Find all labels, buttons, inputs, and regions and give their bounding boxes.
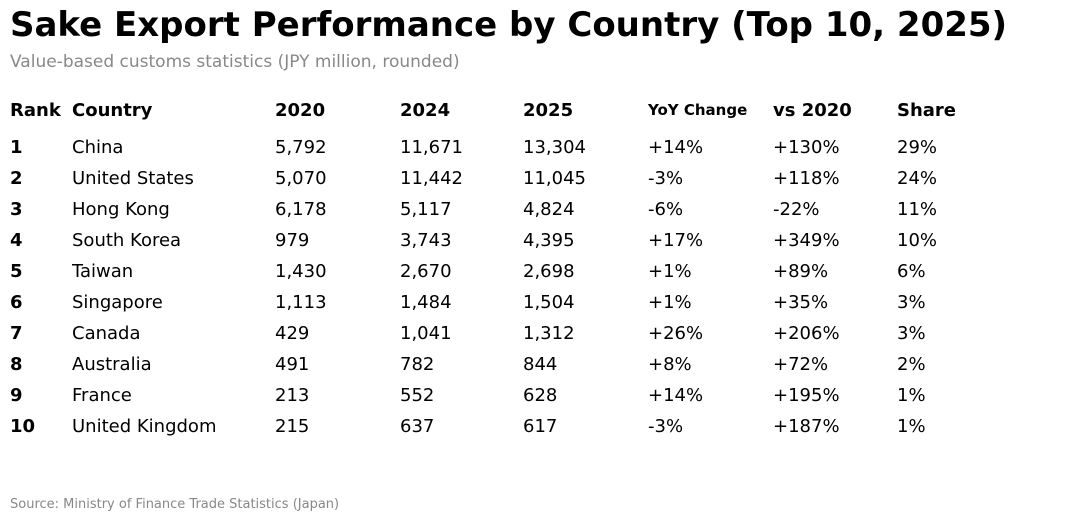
cell-yoy-change: +14% bbox=[648, 385, 704, 406]
cell-country: South Korea bbox=[72, 230, 182, 251]
cell-rank: 2 bbox=[10, 168, 23, 189]
col-header-vs-2020: vs 2020 bbox=[773, 99, 852, 121]
table-row bbox=[10, 132, 1074, 163]
col-header-yoy-change: YoY Change bbox=[648, 101, 748, 119]
cell-2020: 213 bbox=[275, 385, 310, 406]
cell-country: Taiwan bbox=[72, 261, 134, 282]
cell-2025: 2,698 bbox=[523, 261, 575, 282]
cell-2020: 979 bbox=[275, 230, 310, 251]
page-title: Sake Export Performance by Country (Top 10, 2025) bbox=[10, 5, 1008, 45]
cell-2025: 628 bbox=[523, 385, 558, 406]
cell-rank: 6 bbox=[10, 292, 23, 313]
table-row bbox=[10, 380, 1074, 411]
cell-country: United States bbox=[72, 168, 194, 189]
cell-rank: 3 bbox=[10, 199, 23, 220]
cell-rank: 1 bbox=[10, 137, 23, 158]
cell-2020: 429 bbox=[275, 323, 310, 344]
col-header-share: Share bbox=[897, 99, 957, 121]
cell-2024: 2,670 bbox=[400, 261, 452, 282]
cell-country: China bbox=[72, 137, 124, 158]
table-row bbox=[10, 163, 1074, 194]
cell-country: France bbox=[72, 385, 132, 406]
cell-2025: 1,504 bbox=[523, 292, 575, 313]
cell-2025: 617 bbox=[523, 416, 558, 437]
cell-yoy-change: +1% bbox=[648, 261, 692, 282]
cell-vs-2020: +35% bbox=[773, 292, 829, 313]
table-header-row bbox=[10, 95, 1074, 132]
export-table-container bbox=[10, 95, 1074, 442]
cell-yoy-change: +26% bbox=[648, 323, 704, 344]
cell-yoy-change: -3% bbox=[648, 416, 684, 437]
cell-2020: 215 bbox=[275, 416, 310, 437]
cell-vs-2020: +206% bbox=[773, 323, 840, 344]
cell-yoy-change: +14% bbox=[648, 137, 704, 158]
cell-country: Hong Kong bbox=[72, 199, 170, 220]
cell-yoy-change: -3% bbox=[648, 168, 684, 189]
cell-country: Singapore bbox=[72, 292, 163, 313]
cell-share: 29% bbox=[897, 137, 938, 158]
cell-vs-2020: +130% bbox=[773, 137, 840, 158]
cell-share: 1% bbox=[897, 385, 926, 406]
cell-vs-2020: +89% bbox=[773, 261, 829, 282]
cell-share: 6% bbox=[897, 261, 926, 282]
cell-yoy-change: +17% bbox=[648, 230, 704, 251]
table-body bbox=[10, 132, 1074, 442]
cell-2024: 11,671 bbox=[400, 137, 463, 158]
table-row bbox=[10, 225, 1074, 256]
cell-country: Canada bbox=[72, 323, 141, 344]
cell-2024: 1,041 bbox=[400, 323, 452, 344]
cell-2025: 844 bbox=[523, 354, 558, 375]
cell-2020: 5,070 bbox=[275, 168, 327, 189]
cell-2025: 1,312 bbox=[523, 323, 575, 344]
cell-vs-2020: +195% bbox=[773, 385, 840, 406]
table-row bbox=[10, 349, 1074, 380]
source-note: Source: Ministry of Finance Trade Statistics (Japan) bbox=[10, 497, 340, 512]
cell-2024: 1,484 bbox=[400, 292, 452, 313]
cell-rank: 8 bbox=[10, 354, 23, 375]
cell-share: 3% bbox=[897, 323, 926, 344]
col-header-rank: Rank bbox=[10, 99, 61, 121]
cell-share: 2% bbox=[897, 354, 926, 375]
cell-2024: 552 bbox=[400, 385, 435, 406]
export-table bbox=[10, 95, 1074, 442]
col-header-2025: 2025 bbox=[523, 99, 574, 121]
cell-2025: 13,304 bbox=[523, 137, 586, 158]
cell-yoy-change: +1% bbox=[648, 292, 692, 313]
cell-2020: 1,430 bbox=[275, 261, 327, 282]
cell-2020: 5,792 bbox=[275, 137, 327, 158]
cell-share: 1% bbox=[897, 416, 926, 437]
cell-yoy-change: -6% bbox=[648, 199, 684, 220]
cell-2020: 491 bbox=[275, 354, 310, 375]
cell-share: 10% bbox=[897, 230, 938, 251]
cell-rank: 5 bbox=[10, 261, 23, 282]
cell-2025: 4,395 bbox=[523, 230, 575, 251]
cell-2024: 782 bbox=[400, 354, 435, 375]
cell-share: 3% bbox=[897, 292, 926, 313]
col-header-2020: 2020 bbox=[275, 99, 326, 121]
cell-rank: 7 bbox=[10, 323, 23, 344]
cell-vs-2020: +187% bbox=[773, 416, 840, 437]
cell-2025: 11,045 bbox=[523, 168, 586, 189]
cell-vs-2020: -22% bbox=[773, 199, 820, 220]
cell-rank: 9 bbox=[10, 385, 23, 406]
cell-share: 11% bbox=[897, 199, 938, 220]
cell-2024: 11,442 bbox=[400, 168, 463, 189]
page-subtitle: Value-based customs statistics (JPY million, rounded) bbox=[10, 52, 460, 72]
cell-vs-2020: +72% bbox=[773, 354, 829, 375]
cell-country: United Kingdom bbox=[72, 416, 217, 437]
cell-2020: 6,178 bbox=[275, 199, 327, 220]
cell-2024: 3,743 bbox=[400, 230, 452, 251]
cell-vs-2020: +349% bbox=[773, 230, 840, 251]
col-header-2024: 2024 bbox=[400, 99, 451, 121]
cell-vs-2020: +118% bbox=[773, 168, 840, 189]
cell-rank: 4 bbox=[10, 230, 23, 251]
table-row bbox=[10, 194, 1074, 225]
cell-share: 24% bbox=[897, 168, 938, 189]
col-header-country: Country bbox=[72, 99, 153, 121]
cell-2024: 637 bbox=[400, 416, 435, 437]
cell-country: Australia bbox=[72, 354, 152, 375]
cell-2020: 1,113 bbox=[275, 292, 327, 313]
cell-rank: 10 bbox=[10, 416, 36, 437]
cell-2025: 4,824 bbox=[523, 199, 575, 220]
cell-yoy-change: +8% bbox=[648, 354, 692, 375]
table-row bbox=[10, 287, 1074, 318]
table-row bbox=[10, 318, 1074, 349]
table-row bbox=[10, 411, 1074, 442]
cell-2024: 5,117 bbox=[400, 199, 452, 220]
table-row bbox=[10, 256, 1074, 287]
